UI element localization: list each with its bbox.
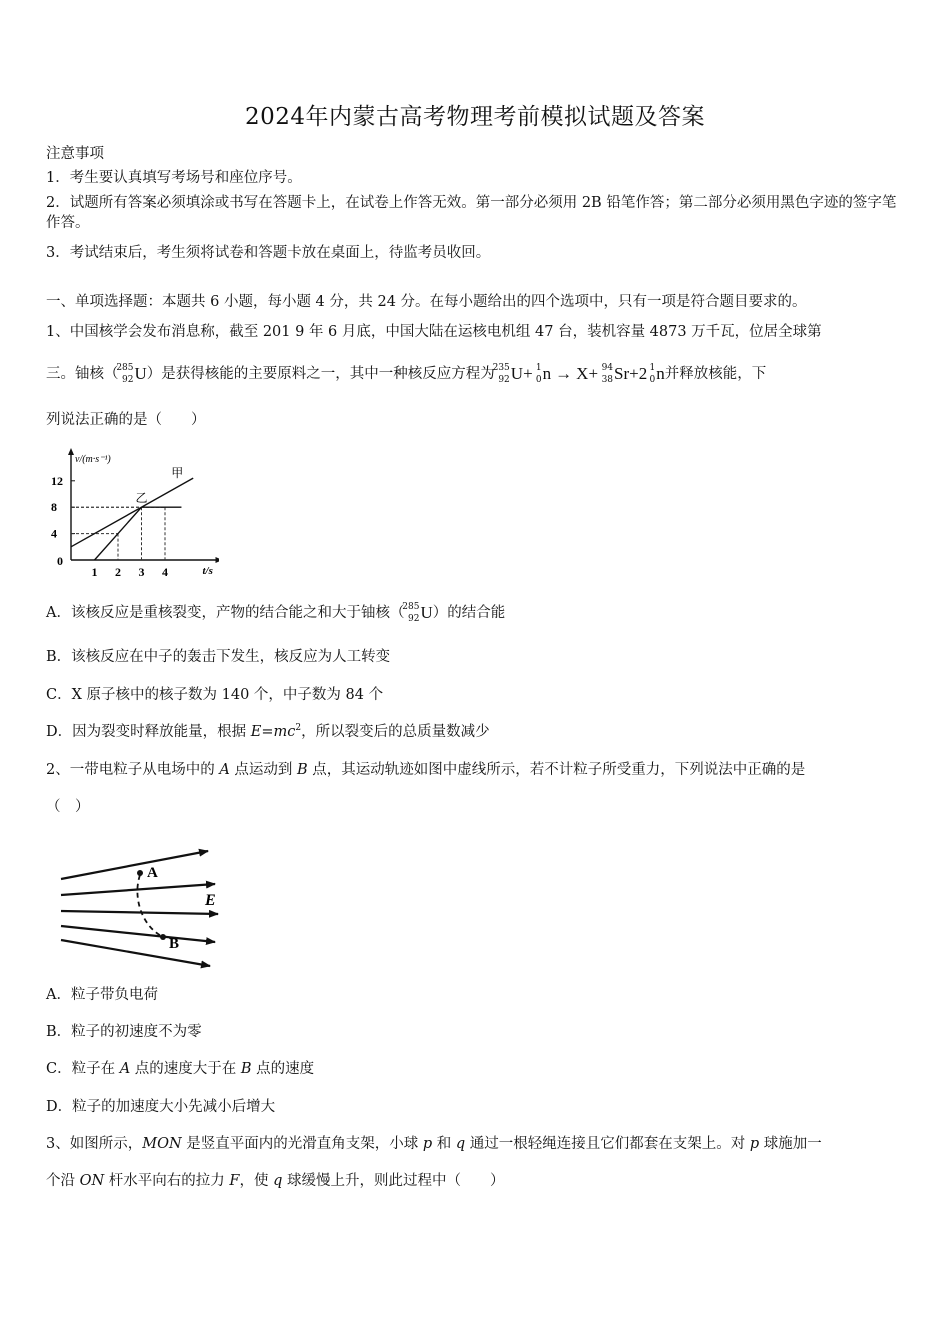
page-title: 2024年内蒙古高考物理考前模拟试题及答案	[244, 104, 706, 130]
point-b	[160, 934, 166, 940]
electric-field-figure	[55, 835, 225, 975]
field-line	[61, 911, 218, 914]
q2-line2: （ ）	[46, 799, 90, 815]
notice-item-2: 2．试题所有答案必须填涂或书写在答题卡上，在试卷上作答无效。第一部分必须用 2B 铅笔作答；第二部分必须用黑色字迹的签字笔作答。	[46, 195, 897, 231]
series-line-1	[71, 478, 193, 547]
q1-line2-mid: ）是获得核能的主要原料之一，其中一种核反应方程为	[146, 366, 495, 382]
field-line	[61, 926, 215, 942]
q1-line1: 1、中国核学会发布消息称，截至 201 9 年 6 月底，中国大陆在运核电机组 47 台，装机容量 4873 万千瓦，位居全球第	[46, 324, 822, 340]
origin-label: 0	[57, 554, 63, 568]
label-e: E	[205, 892, 216, 909]
x-axis-label: t/s	[202, 565, 213, 577]
x-axis-arrow	[216, 557, 220, 563]
vt-chart	[44, 448, 219, 578]
field-line	[61, 851, 208, 879]
q1-line3: 列说法正确的是（ ）	[46, 412, 206, 428]
y-tick-label: 12	[51, 473, 63, 488]
q1-line2-post: 并释放核能，下	[664, 366, 767, 382]
q2-line1: 2、一带电粒子从电场中的 A 点运动到 B 点，其运动轨迹如图中虚线所示，若不计粒子所受重力，下列说法中正确的是	[46, 762, 806, 778]
q2-option-b: B．粒子的初速度不为零	[46, 1024, 202, 1040]
q2-option-d: D．粒子的加速度大小先减小后增大	[46, 1099, 276, 1115]
label-b: B	[169, 936, 180, 952]
q1-option-a: A．该核反应是重核裂变，产物的结合能之和大于铀核（ 285 92 U）的结合能	[46, 602, 506, 624]
field-line	[61, 940, 210, 966]
isotope-u285-option: 285 92	[402, 602, 420, 624]
x-tick-label: 4	[162, 565, 168, 578]
q1-option-d: D．因为裂变时释放能量，根据 $E=mc^2$，所以裂变后的总质量数减少	[46, 723, 490, 740]
y-axis-arrow	[68, 448, 74, 455]
x-tick-label: 3	[138, 565, 145, 578]
x-tick-label: 2	[115, 565, 121, 578]
series-label-1: 甲	[171, 466, 184, 481]
q1-line2: 三。铀核（ 285 92 U）是获得核能的主要原料之一，其中一种核反应方程为 235 92 U+ 1 0 n → X+ 94 38 Sr+2 1 0 n并释放核能，下	[46, 363, 767, 385]
notice-heading: 注意事项	[46, 146, 104, 162]
q3-line1: 3、如图所示，MON 是竖直平面内的光滑直角支架，小球 p 和 q 通过一根轻绳连接且它们都套在支架上。对 p 球施加一	[46, 1136, 822, 1152]
notice-item-3: 3．考试结束后，考生须将试卷和答题卡放在桌面上，待监考员收回。	[46, 245, 491, 261]
nuclear-equation: 235 92 U+ 1 0 n → X+ 94 38 Sr+2 1 0 n	[492, 363, 665, 385]
trajectory-path	[137, 875, 163, 937]
section-heading: 一、单项选择题：本题共 6 小题，每小题 4 分，共 24 分。在每小题给出的四个选项中，只有一项是符合题目要求的。	[46, 294, 807, 310]
q1-option-b: B．该核反应在中子的轰击下发生，核反应为人工转变	[46, 649, 391, 665]
isotope-u285: 285 92	[116, 363, 134, 385]
notice-item-1: 1．考生要认真填写考场号和座位序号。	[46, 170, 302, 186]
q2-option-c: C．粒子在 A 点的速度大于在 B 点的速度	[46, 1061, 315, 1077]
y-axis-label: v/(m·s⁻¹)	[75, 454, 111, 465]
q2-option-a: A．粒子带负电荷	[46, 987, 158, 1003]
series-label-2: 乙	[135, 491, 148, 506]
x-tick-label: 1	[91, 565, 98, 578]
label-a: A	[147, 865, 158, 881]
point-a	[137, 870, 143, 876]
y-tick-label: 4	[51, 526, 57, 541]
q3-line2: 个沿 ON 杆水平向右的拉力 F，使 q 球缓慢上升，则此过程中（ ）	[46, 1173, 505, 1189]
q1-option-c: C．X 原子核中的核子数为 140 个，中子数为 84 个	[46, 687, 384, 703]
y-tick-label: 8	[51, 500, 57, 515]
q1-line2-pre: 三。铀核（	[46, 366, 119, 382]
